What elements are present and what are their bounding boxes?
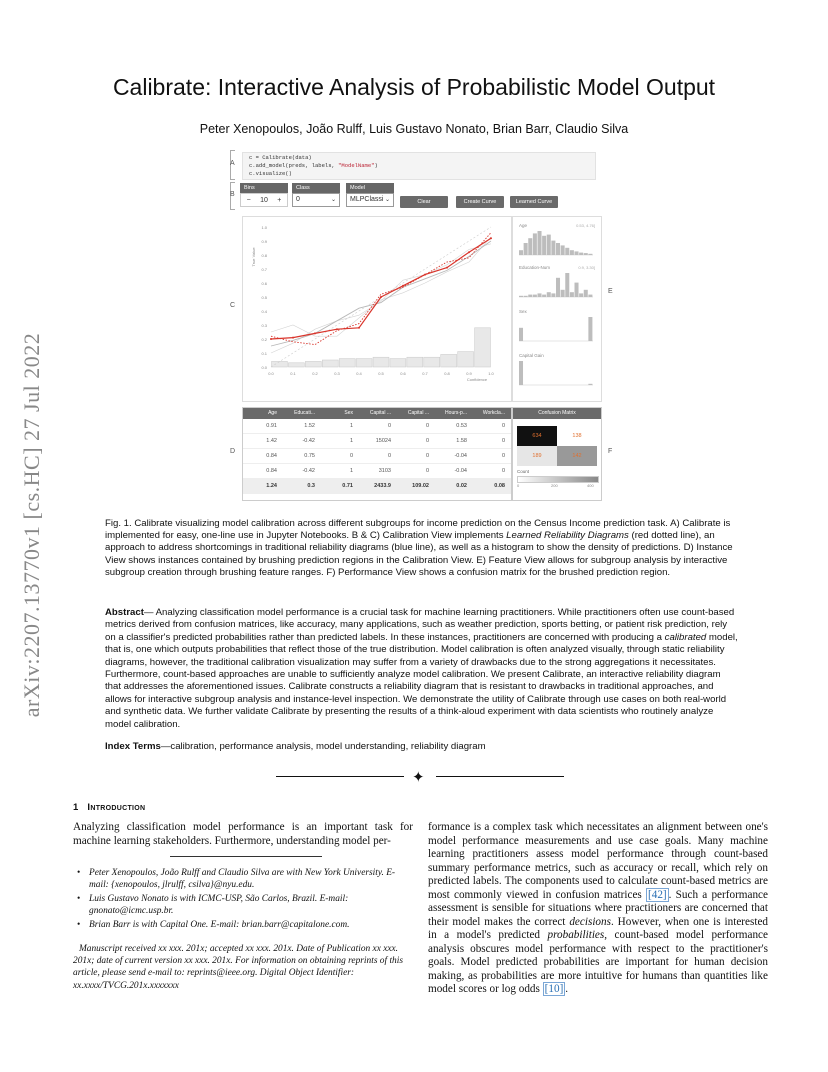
y-tick-label: 0.4 <box>261 309 267 314</box>
manuscript-note: Manuscript received xx xxx. 201x; accepted xx xxx. 201x. Date of Publication xx xxx. 201x; date of current version xx xxx. 201x. For information on obtaining reprints of this article, please send e-mail to: reprints@ieee.org. Digital Object Identifier: xx.xxxx/TVCG.201x.xxxxxxx <box>73 944 403 991</box>
learned-reliability-dotted-line <box>271 233 491 345</box>
bins-control <box>240 183 288 207</box>
feature-bar <box>579 293 583 297</box>
column-header[interactable]: Capital ... <box>369 410 391 416</box>
clear-button[interactable]: Clear <box>400 196 448 208</box>
reliability-point <box>358 327 360 329</box>
table-cell: 0 <box>349 453 353 459</box>
code-cell[interactable] <box>242 152 596 180</box>
feature-bar <box>588 254 592 255</box>
density-bar <box>390 359 406 367</box>
reliability-point <box>292 337 294 339</box>
table-cell: 1 <box>349 468 353 474</box>
x-tick-label: 0.3 <box>334 371 340 376</box>
feature-name-1: Education-Num <box>519 265 551 270</box>
feature-bar <box>528 238 532 255</box>
panel-label-c: C <box>230 302 236 309</box>
table-cell: -0.04 <box>454 468 467 474</box>
panel-label-d: D <box>230 448 236 455</box>
create-curve-button[interactable]: Create Curve <box>456 196 504 208</box>
density-bar <box>458 352 474 367</box>
table-cell: 1.52 <box>304 423 315 429</box>
table-cell: 0 <box>425 438 429 444</box>
x-tick-label: 0.5 <box>378 371 384 376</box>
reliability-point <box>446 267 448 269</box>
instance-view[interactable] <box>242 407 512 501</box>
feature-bar <box>579 253 583 255</box>
density-bar <box>407 357 423 367</box>
table-cell: 3103 <box>378 468 391 474</box>
y-tick-label: 0.5 <box>261 295 267 300</box>
cm-cell-tp[interactable]: 142 <box>557 446 597 466</box>
feature-range-1: 0.9, 3.30] <box>578 265 595 270</box>
x-tick-label: 0.2 <box>312 371 318 376</box>
y-tick-label: 0.1 <box>261 351 267 356</box>
author-footnotes <box>73 867 413 933</box>
table-cell: 0 <box>501 423 505 429</box>
section-heading: 1 Introduction <box>73 802 146 813</box>
table-cell: 0 <box>387 423 391 429</box>
calibration-view[interactable] <box>242 216 512 402</box>
table-cell: 0.53 <box>456 423 467 429</box>
model-select[interactable]: MLPClassi ⌄ <box>346 193 394 207</box>
feature-bar <box>561 245 565 255</box>
table-cell: 0.71 <box>342 483 353 489</box>
count-legend-label: Count <box>517 469 530 474</box>
feature-bar <box>538 293 542 297</box>
feature-name-0: Age <box>519 223 528 228</box>
feature-bar <box>561 290 565 297</box>
table-cell: 1.24 <box>266 483 277 489</box>
y-tick-label: 0.2 <box>261 337 267 342</box>
bins-plus-button[interactable]: + <box>277 196 282 204</box>
learned-curve-button[interactable]: Learned Curve <box>510 196 558 208</box>
y-tick-label: 0.9 <box>261 239 267 244</box>
feature-bar <box>533 295 537 297</box>
x-tick-label: 1.0 <box>488 371 494 376</box>
reliability-point <box>468 251 470 253</box>
class-label: Class <box>292 183 340 193</box>
panel-label-b: B <box>230 191 235 198</box>
feature-name-3: Capital Gain <box>519 353 544 358</box>
table-row[interactable] <box>243 464 511 479</box>
subgroup-curve <box>271 237 491 336</box>
teaser-figure <box>228 146 613 502</box>
y-tick-label: 1.0 <box>261 225 267 230</box>
feature-bar <box>551 241 555 255</box>
density-bar <box>356 359 372 367</box>
bins-minus-button[interactable]: − <box>246 196 251 204</box>
table-cell: 0 <box>501 453 505 459</box>
y-axis-label: True Value <box>251 247 256 267</box>
table-header <box>243 408 511 419</box>
density-bar <box>272 361 288 367</box>
table-cell: 0 <box>425 423 429 429</box>
table-cell: 0.02 <box>456 483 467 489</box>
feature-name-2: Sex <box>519 309 527 314</box>
feature-bar <box>542 236 546 255</box>
column-header[interactable]: Age <box>268 410 277 416</box>
feature-bar <box>528 295 532 297</box>
table-cell: 2433.9 <box>374 483 391 489</box>
table-cell: 0 <box>501 468 505 474</box>
feature-bar <box>565 273 569 297</box>
feature-bar <box>588 317 592 341</box>
reliability-diagram[interactable] <box>243 217 509 399</box>
table-cell: 0.3 <box>307 483 315 489</box>
x-tick-label: 0.7 <box>422 371 428 376</box>
table-cell: 0 <box>425 453 429 459</box>
cm-cell-fp[interactable]: 138 <box>557 426 597 446</box>
code-line-1: c = Calibrate(data) <box>249 154 312 161</box>
y-tick-label: 0.3 <box>261 323 267 328</box>
column-header[interactable]: Capital ... <box>407 410 429 416</box>
feature-bar <box>588 295 592 297</box>
feature-bar <box>519 328 523 341</box>
authors: Peter Xenopoulos, João Rulff, Luis Gustavo Nonato, Brian Barr, Claudio Silva <box>199 122 629 136</box>
column-header[interactable]: Sex <box>344 410 353 416</box>
paper-title: Calibrate: Interactive Analysis of Probabilistic Model Output <box>112 74 716 100</box>
model-control <box>346 183 394 207</box>
reliability-point <box>402 285 404 287</box>
density-bar <box>322 360 338 367</box>
panel-label-f: F <box>608 448 613 455</box>
y-tick-label: 0.0 <box>261 365 267 370</box>
summary-row[interactable] <box>243 479 511 494</box>
reliability-point <box>270 338 272 340</box>
table-cell: 0 <box>501 438 505 444</box>
y-tick-label: 0.7 <box>261 267 267 272</box>
intro-column-2: formance is a complex task which necessitates an alignment between one's model performance measurements and use case goals. Many machine learning practitioners assess model performance through count-based summary performance metrics, such as accuracy or recall, which rely on predicted labels. The components used to calculate count-based metrics are most commonly viewed in confusion matrices [42] . Such a performance assessment is sensible for situations where practitioners are concerned that their model makes the correct decisions. However, when one is interested in a model's predicted probabilities, count-based model performance analysis obscures model performance with respect to the practitioner's goals. Model predicted probabilities are important for human decision making, as probabilities are more intuitive for humans than quantities like model scores or log odds [10] . <box>428 821 769 995</box>
feature-bar <box>575 251 579 255</box>
table-cell: 15024 <box>375 438 391 444</box>
reliability-point <box>314 332 316 334</box>
column-header[interactable]: Educati... <box>294 410 315 416</box>
citation-link-10[interactable]: [10] <box>544 983 564 995</box>
feature-bar <box>519 296 523 297</box>
feature-bar <box>570 250 574 255</box>
y-tick-label: 0.6 <box>261 281 267 286</box>
table-cell: 1.42 <box>266 438 277 444</box>
reliability-point <box>380 296 382 298</box>
feature-bar <box>584 253 588 255</box>
table-cell: -0.04 <box>454 453 467 459</box>
model-label: Model <box>346 183 394 193</box>
table-cell: 0.84 <box>266 468 277 474</box>
feature-bar <box>519 361 523 385</box>
footnote-2: • Luis Gustavo Nonato is with ICMC-USP, São Carlos, Brazil. E-mail: gnonato@icmc.usp.br. <box>73 893 413 917</box>
feature-bar <box>556 278 560 297</box>
column-header[interactable]: Workcla... <box>482 410 505 416</box>
chevron-down-icon: ⌄ <box>384 197 390 203</box>
panel-label-a: A <box>230 160 235 167</box>
table-cell: 1 <box>349 423 353 429</box>
abstract: Abstract— Analyzing classification model performance is a crucial task for machine learning practitioners. While practitioners often use count-based metrics derived from confusion matrices, like accuracy, many applications, such as weather prediction, sports betting, or patient risk prediction, rely on a classifier's predicted probabilities rather than predicted labels. In these instances, practitioners are concerned with producing a calibrated model, that is, one which outputs probabilities that reflect those of the true distribution. Model calibration is often analyzed visually, through static reliability diagrams, however, the traditional calibration visualization may suffer from a variety of drawbacks due to the strong aggregations it necessitates. Furthermore, count-based approaches are unable to sufficiently analyze model calibration. We present Calibrate, an interactive reliability diagram that addresses the aforementioned issues. Calibrate constructs a reliability diagram that is resistant to drawbacks in traditional approaches, and allows for interactive subgroup analysis and instance-level inspection. We demonstrate the utility of Calibrate through use cases on both real-world and synthetic data. We further validate Calibrate by presenting the results of a think-aloud experiment with data scientists who routinely analyze model calibration. <box>105 607 738 730</box>
diamond-star-icon: ✦ <box>412 769 425 786</box>
feature-bar <box>565 248 569 255</box>
feature-bar <box>584 290 588 297</box>
density-bar <box>424 357 440 367</box>
table-cell: 1 <box>349 438 353 444</box>
reliability-point <box>490 237 492 239</box>
table-row[interactable] <box>243 449 511 464</box>
footnote-1: • Peter Xenopoulos, João Rulff and Claudio Silva are with New York University. E-mail: {xenopoulos, jlrulff, csilva}@nyu.edu. <box>73 867 413 891</box>
x-tick-label: 0.6 <box>400 371 406 376</box>
density-bar <box>288 363 304 367</box>
feature-bar <box>551 293 555 297</box>
legend-tick-0: 0 <box>517 483 520 488</box>
citation-link-42[interactable]: [42] <box>648 888 667 901</box>
table-cell: 0.91 <box>266 423 277 429</box>
density-bar <box>305 361 321 367</box>
footnote-3: • Brian Barr is with Capital One. E-mail: brian.barr@capitalone.com. <box>73 919 413 931</box>
table-cell: 0 <box>425 468 429 474</box>
feature-bar <box>570 292 574 297</box>
x-tick-label: 0.9 <box>466 371 472 376</box>
code-line-2: c.add_model(preds, labels, "ModelName") <box>249 162 378 169</box>
density-bar <box>475 328 491 367</box>
feature-range-0: 0.53, 4.76] <box>576 223 595 228</box>
x-tick-label: 0.0 <box>268 371 274 376</box>
column-header[interactable]: Hours-p... <box>445 410 467 416</box>
performance-view <box>512 407 602 501</box>
table-cell: -0.42 <box>302 468 315 474</box>
table-cell: 1.58 <box>456 438 467 444</box>
class-control <box>292 183 340 207</box>
table-body <box>243 419 511 494</box>
feature-bar <box>524 296 528 297</box>
feature-bar <box>575 283 579 297</box>
code-line-3: c.visualize() <box>249 170 292 177</box>
index-terms: Index Terms—calibration, performance analysis, model understanding, reliability diagram <box>105 741 486 752</box>
feature-bar <box>533 233 537 255</box>
reliability-point <box>424 274 426 276</box>
count-legend-bar <box>517 476 599 483</box>
table-cell: 0.75 <box>304 453 315 459</box>
feature-bar <box>538 231 542 255</box>
bins-label: Bins <box>240 183 288 193</box>
density-bar <box>441 354 457 367</box>
x-axis-label: Confidence <box>466 377 488 382</box>
feature-bar <box>547 292 551 297</box>
x-tick-label: 0.4 <box>356 371 362 376</box>
legend-tick-400: 400 <box>587 483 594 488</box>
feature-view[interactable] <box>512 216 602 402</box>
figure-caption: Fig. 1. Calibrate visualizing model calibration across different subgroups for income prediction on the Census Income prediction task. A) Calibrate is implemented for easy, one-line use in Jupyter Notebooks. B & C) Calibration View implements Learned Reliability Diagrams (red dotted line), an approach to address shortcomings in traditional reliability diagrams (blue line), as well as a histogram to show the density of predictions. D) Instance View shows instances contained by brushing prediction regions in the Calibration View. E) Feature View allows for subgroup analysis by interactive subgroup creation through brushing feature ranges. F) Performance View shows a confusion matrix for the brushed prediction region. <box>105 518 733 578</box>
section-divider <box>276 769 564 785</box>
table-cell: 109.02 <box>412 483 429 489</box>
table-cell: 0.08 <box>494 483 505 489</box>
x-tick-label: 0.8 <box>444 371 450 376</box>
bins-value: 10 <box>260 196 268 204</box>
table-cell: 0.84 <box>266 453 277 459</box>
y-tick-label: 0.8 <box>261 253 267 258</box>
feature-bar <box>547 235 551 255</box>
reliability-point <box>336 328 338 330</box>
arxiv-identifier: arXiv:2207.13770v1 [cs.HC] 27 Jul 2022 <box>19 332 44 718</box>
chevron-down-icon: ⌄ <box>330 197 336 203</box>
feature-bar <box>542 295 546 297</box>
table-cell: -0.42 <box>302 438 315 444</box>
panel-label-e: E <box>608 288 613 295</box>
feature-bar <box>524 243 528 255</box>
density-bar <box>339 359 355 367</box>
bins-stepper[interactable] <box>240 193 288 207</box>
feature-bar <box>519 250 523 255</box>
feature-bar <box>588 384 592 385</box>
table-row[interactable] <box>243 434 511 449</box>
legend-tick-200: 200 <box>551 483 558 488</box>
cm-cell-fn[interactable]: 189 <box>517 446 557 466</box>
x-tick-label: 0.1 <box>290 371 296 376</box>
table-cell: 0 <box>387 453 391 459</box>
footnote-rule <box>170 856 322 857</box>
class-select[interactable]: 0 ⌄ <box>292 193 340 207</box>
table-row[interactable] <box>243 419 511 434</box>
cm-cell-tn[interactable]: 634 <box>517 426 557 446</box>
feature-histograms[interactable] <box>513 217 599 399</box>
feature-bar <box>556 243 560 255</box>
density-bar <box>373 357 389 367</box>
intro-column-1: Analyzing classification model performance is an important task for machine learning stakeholders. Furthermore, understanding model per- <box>73 821 413 847</box>
confusion-matrix-title: Confusion Matrix <box>513 408 601 419</box>
learned-reliability-line <box>271 238 491 339</box>
